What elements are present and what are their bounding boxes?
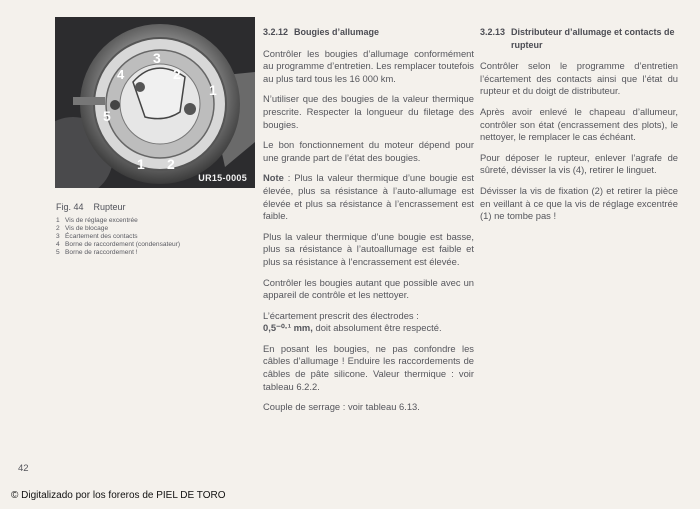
figure-title: Rupteur bbox=[93, 202, 126, 212]
distributor-photo bbox=[55, 17, 255, 188]
legend-number: 4 bbox=[56, 241, 60, 248]
photo-mark: 3 bbox=[153, 50, 161, 66]
legend-text: Borne de raccordement (condensateur) bbox=[65, 241, 181, 248]
section-title: Bougies d’allumage bbox=[294, 27, 380, 37]
photo-mark: 1 bbox=[137, 156, 145, 172]
section-title: Distributeur d’allumage et contacts de rupteur bbox=[511, 27, 675, 50]
figure-legend bbox=[56, 217, 180, 257]
paragraph: Dévisser la vis de fixation (2) et retirer la pièce en veillant à ce que la vis de réglage excentrée (1) ne tombe pas ! bbox=[480, 184, 678, 222]
paragraph: N’utiliser que des bougies de la valeur thermique prescrite. Respecter la longueur du filetage des bougies. bbox=[263, 93, 474, 130]
note-paragraph bbox=[263, 172, 474, 222]
section-heading bbox=[263, 26, 474, 39]
legend-item bbox=[56, 241, 180, 249]
photo-code: UR15-0005 bbox=[198, 173, 247, 183]
legend-text: Borne de raccordement ! bbox=[65, 249, 138, 256]
photo-mark: 4 bbox=[117, 67, 125, 82]
gap-paragraph bbox=[263, 310, 474, 335]
legend-text: Écartement des contacts bbox=[65, 233, 138, 240]
paragraph: En posant les bougies, ne pas confondre les câbles d’allumage ! Enduire les raccordements de câbles de pâte silicone. Valeur thermique : voir tableau 6.2.2. bbox=[263, 342, 474, 392]
section-number: 3.2.13 bbox=[480, 27, 506, 37]
section-heading bbox=[480, 26, 678, 51]
note-text: : Plus la valeur thermique d’une bougie est élevée, plus sa résistance à l’auto-allumage est élevée et plus sa résistance à l’encrassement est faible. bbox=[263, 172, 474, 222]
photo-mark: 5 bbox=[103, 108, 111, 124]
figure-number: Fig. 44 bbox=[56, 202, 84, 212]
gap-value: 0,5⁻⁰·¹ mm, bbox=[263, 322, 313, 334]
note-label: Note bbox=[263, 172, 284, 184]
section-spark-plugs bbox=[263, 26, 474, 422]
legend-number: 1 bbox=[56, 217, 60, 224]
paragraph: Contrôler les bougies d’allumage conformément au programme d’entretien. Les remplacer toutefois au plus tard tous les 16 000 km. bbox=[263, 47, 474, 84]
legend-number: 3 bbox=[56, 233, 60, 240]
paragraph: Contrôler les bougies autant que possible avec un appareil de contrôle et les nettoyer. bbox=[263, 276, 474, 301]
paragraph: Après avoir enlevé le chapeau d’allumeur, contrôler son état (encrassement des plots), le nettoyer, le remplacer le cas échéant. bbox=[480, 105, 678, 143]
legend-item bbox=[56, 225, 180, 233]
paragraph: Pour déposer le rupteur, enlever l’agrafe de sûreté, dévisser la vis (4), retirer le linguet. bbox=[480, 151, 678, 176]
figure-caption bbox=[56, 202, 126, 212]
paragraph: Le bon fonctionnement du moteur dépend pour une grande part de l’état des bougies. bbox=[263, 139, 474, 163]
distributor-illustration bbox=[55, 17, 255, 188]
photo-mark: 2 bbox=[167, 156, 175, 172]
legend-number: 2 bbox=[56, 225, 60, 232]
legend-item bbox=[56, 217, 180, 225]
gap-text: doit absolument être respecté. bbox=[312, 322, 442, 334]
photo-mark: 1 bbox=[209, 82, 217, 98]
copyright-footer: © Digitalizado por los foreros de PIEL DE TORO bbox=[11, 490, 226, 501]
paragraph: Couple de serrage : voir tableau 6.13. bbox=[263, 401, 420, 413]
legend-item bbox=[56, 249, 180, 257]
gap-intro: L’écartement prescrit des électrodes : bbox=[263, 309, 419, 321]
section-number: 3.2.12 bbox=[263, 27, 289, 37]
legend-text: Vis de blocage bbox=[65, 225, 109, 232]
photo-mark: 2 bbox=[173, 66, 181, 82]
paragraph: Contrôler selon le programme d’entretien l’écartement des contacts ainsi que l’état du rupteur et du doigt de distributeur. bbox=[480, 60, 678, 97]
section-distributor bbox=[480, 26, 678, 231]
page-number: 42 bbox=[18, 463, 29, 474]
paragraph: Plus la valeur thermique d’une bougie est basse, plus sa résistance à l’autoallumage est faible et plus sa résistance à l’encrassement est élevée. bbox=[263, 230, 474, 267]
legend-number: 5 bbox=[56, 249, 60, 256]
legend-item bbox=[56, 233, 180, 241]
legend-text: Vis de réglage excentrée bbox=[65, 217, 138, 224]
